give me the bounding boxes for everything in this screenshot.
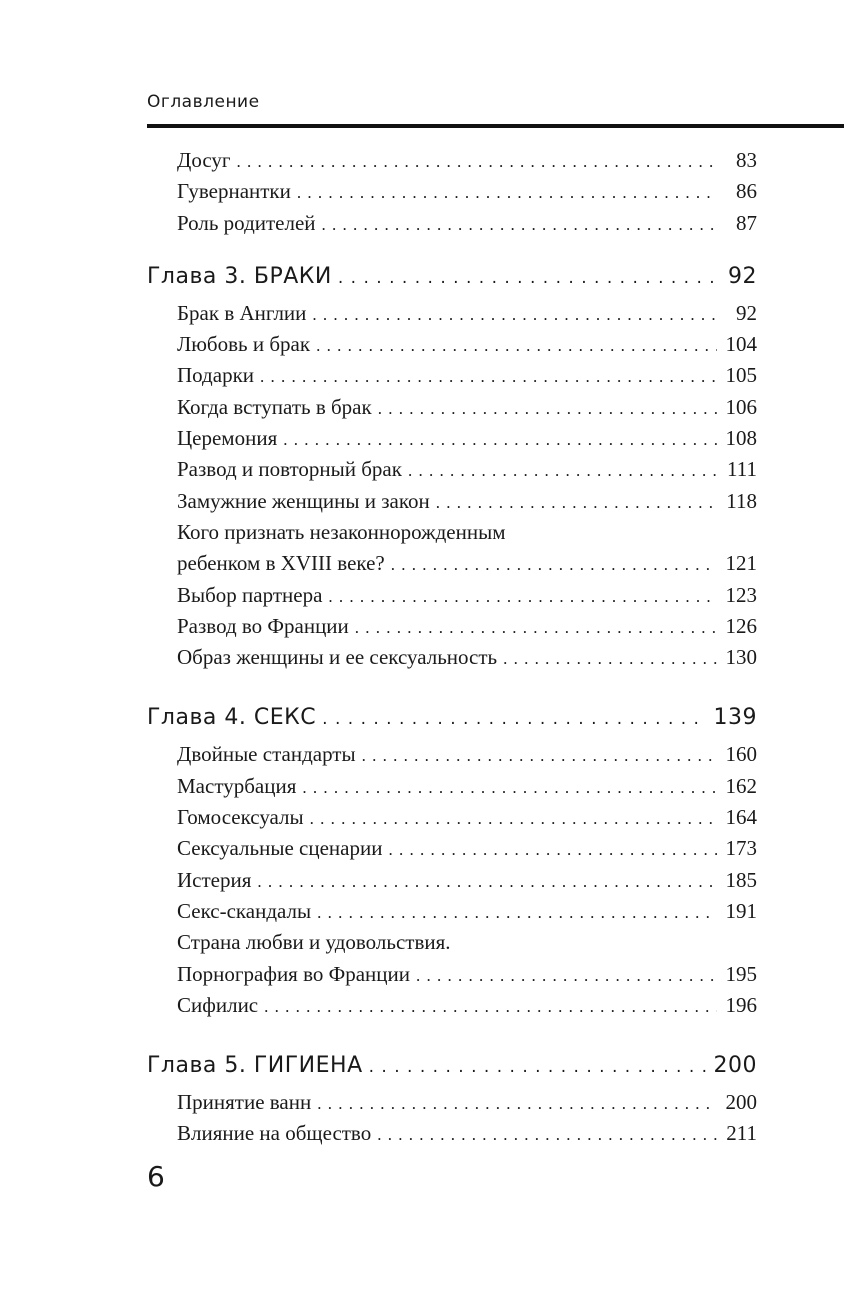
toc-entry-title: Гувернантки bbox=[177, 179, 291, 204]
toc-entry-title: Порнография во Франции bbox=[177, 961, 410, 986]
toc-entry[interactable] bbox=[147, 145, 757, 176]
toc-entry-title: Церемония bbox=[177, 426, 278, 451]
leader-dots bbox=[322, 698, 707, 739]
chapter-page: 139 bbox=[713, 705, 757, 731]
toc-entry-title: Выбор партнера bbox=[177, 582, 323, 607]
chapter-page: 200 bbox=[713, 1053, 757, 1079]
toc-entry[interactable] bbox=[147, 208, 757, 239]
toc-chapter-4[interactable] bbox=[147, 697, 757, 739]
leader-dots bbox=[416, 960, 717, 990]
toc-entry-page: 196 bbox=[725, 992, 757, 1017]
toc-entry[interactable] bbox=[147, 802, 757, 833]
toc-entry-page: 200 bbox=[725, 1090, 757, 1115]
toc-entry-page: 111 bbox=[727, 457, 757, 482]
toc-entry-title: Любовь и брак bbox=[177, 332, 311, 357]
toc-entry-page: 108 bbox=[725, 426, 757, 451]
toc-entry[interactable] bbox=[147, 865, 757, 896]
toc-entry-page: 195 bbox=[725, 961, 757, 986]
toc-entry-page: 123 bbox=[725, 582, 757, 607]
toc-entry-page: 118 bbox=[726, 488, 757, 513]
toc-entry[interactable] bbox=[147, 329, 757, 360]
toc-entry-title: Мастурбация bbox=[177, 773, 297, 798]
toc-entry-title: Брак в Англии bbox=[177, 300, 307, 325]
leader-dots bbox=[322, 209, 717, 239]
toc-entry-page: 173 bbox=[725, 836, 757, 861]
leader-dots bbox=[355, 612, 717, 642]
toc-entry-page: 185 bbox=[725, 867, 757, 892]
leader-dots bbox=[302, 772, 717, 802]
toc-entry[interactable] bbox=[147, 176, 757, 207]
toc-entry-title: Роль родителей bbox=[177, 210, 316, 235]
toc-entry[interactable] bbox=[147, 298, 757, 329]
toc-entry[interactable] bbox=[147, 454, 757, 485]
toc-entry[interactable] bbox=[147, 611, 757, 642]
toc-entry-title: Сексуальные сценарии bbox=[177, 836, 383, 861]
leader-dots bbox=[257, 866, 717, 896]
leader-dots bbox=[312, 299, 717, 329]
leader-dots bbox=[283, 424, 717, 454]
toc-entry-page: 160 bbox=[725, 742, 757, 767]
toc-entry-page: 87 bbox=[736, 210, 757, 235]
toc-entry-title: Досуг bbox=[177, 148, 231, 172]
toc-entry[interactable] bbox=[147, 833, 757, 864]
leader-dots bbox=[297, 177, 717, 207]
toc-entry-title: Секс-скандалы bbox=[177, 898, 312, 923]
toc-entry[interactable] bbox=[147, 959, 757, 990]
leader-dots bbox=[237, 146, 717, 176]
leader-dots bbox=[264, 991, 717, 1021]
chapter-title: Глава 4. СЕКС bbox=[147, 705, 317, 731]
toc-entry-title-line1: Страна любви и удовольствия. bbox=[177, 930, 451, 955]
toc-entry-page: 104 bbox=[725, 332, 757, 357]
toc-entry-page: 126 bbox=[725, 613, 757, 638]
toc-entry-title: Когда вступать в брак bbox=[177, 394, 372, 419]
toc-entry-page: 92 bbox=[736, 300, 757, 325]
leader-dots bbox=[260, 361, 717, 391]
toc-entry-title: Влияние на общество bbox=[177, 1121, 372, 1146]
running-head: Оглавление bbox=[147, 92, 260, 112]
toc-entry-page: 83 bbox=[736, 148, 757, 172]
leader-dots bbox=[310, 803, 717, 833]
toc-entry[interactable] bbox=[147, 360, 757, 391]
leader-dots bbox=[369, 1046, 708, 1087]
toc-entry-title: ребенком в XVIII веке? bbox=[177, 551, 385, 576]
toc-entry[interactable] bbox=[147, 642, 757, 673]
toc-entry[interactable] bbox=[147, 771, 757, 802]
toc-entry-page: 86 bbox=[736, 179, 757, 204]
toc-entry-page: 105 bbox=[725, 363, 757, 388]
leader-dots bbox=[338, 257, 717, 298]
table-of-contents bbox=[147, 145, 757, 1150]
toc-entry[interactable] bbox=[147, 990, 757, 1021]
chapter-page: 92 bbox=[728, 263, 757, 289]
leader-dots bbox=[388, 834, 717, 864]
toc-entry-page: 162 bbox=[725, 773, 757, 798]
toc-entry-title: Сифилис bbox=[177, 992, 259, 1017]
toc-entry-title: Развод и повторный брак bbox=[177, 457, 402, 482]
leader-dots bbox=[317, 897, 717, 927]
leader-dots bbox=[408, 455, 717, 485]
header-rule bbox=[147, 124, 844, 128]
leader-dots bbox=[378, 393, 717, 423]
toc-entry[interactable] bbox=[147, 739, 757, 770]
toc-entry[interactable] bbox=[147, 486, 757, 517]
toc-entry-page: 164 bbox=[725, 805, 757, 830]
toc-entry[interactable] bbox=[147, 1087, 757, 1118]
toc-entry[interactable] bbox=[147, 896, 757, 927]
page-number: 6 bbox=[147, 1160, 165, 1193]
toc-chapter-5[interactable] bbox=[147, 1045, 757, 1087]
leader-dots bbox=[436, 487, 717, 517]
toc-entry[interactable] bbox=[147, 548, 757, 579]
toc-entry-page: 211 bbox=[726, 1121, 757, 1146]
toc-entry[interactable] bbox=[147, 1118, 757, 1149]
toc-entry-title-line1: Кого признать незаконнорожденным bbox=[177, 519, 506, 544]
toc-entry-title: Истерия bbox=[177, 867, 252, 892]
toc-entry-title: Развод во Франции bbox=[177, 613, 349, 638]
toc-entry-title: Принятие ванн bbox=[177, 1090, 312, 1115]
leader-dots bbox=[317, 1088, 717, 1118]
chapter-title: Глава 3. БРАКИ bbox=[147, 263, 332, 289]
toc-entry-title: Двойные стандарты bbox=[177, 742, 356, 767]
toc-entry[interactable] bbox=[147, 580, 757, 611]
toc-entry-page: 130 bbox=[725, 645, 757, 670]
toc-chapter-3[interactable] bbox=[147, 256, 757, 298]
leader-dots bbox=[391, 549, 717, 579]
toc-entry-title: Образ женщины и ее сексуальность bbox=[177, 645, 498, 670]
toc-entry-page: 106 bbox=[725, 394, 757, 419]
toc-entry-line1[interactable] bbox=[147, 517, 757, 548]
leader-dots bbox=[503, 643, 717, 673]
toc-entry-title: Гомосексуалы bbox=[177, 805, 304, 830]
leader-dots bbox=[328, 581, 717, 611]
toc-entry-page: 121 bbox=[725, 551, 757, 576]
toc-entry[interactable] bbox=[147, 392, 757, 423]
leader-dots bbox=[377, 1119, 717, 1149]
leader-dots bbox=[362, 740, 717, 770]
toc-entry-title: Замужние женщины и закон bbox=[177, 488, 430, 513]
chapter-title: Глава 5. ГИГИЕНА bbox=[147, 1053, 363, 1079]
toc-entry-line1[interactable] bbox=[147, 927, 757, 958]
toc-entry-title: Подарки bbox=[177, 363, 255, 388]
toc-entry[interactable] bbox=[147, 423, 757, 454]
toc-entry-page: 191 bbox=[725, 898, 757, 923]
leader-dots bbox=[316, 330, 717, 360]
